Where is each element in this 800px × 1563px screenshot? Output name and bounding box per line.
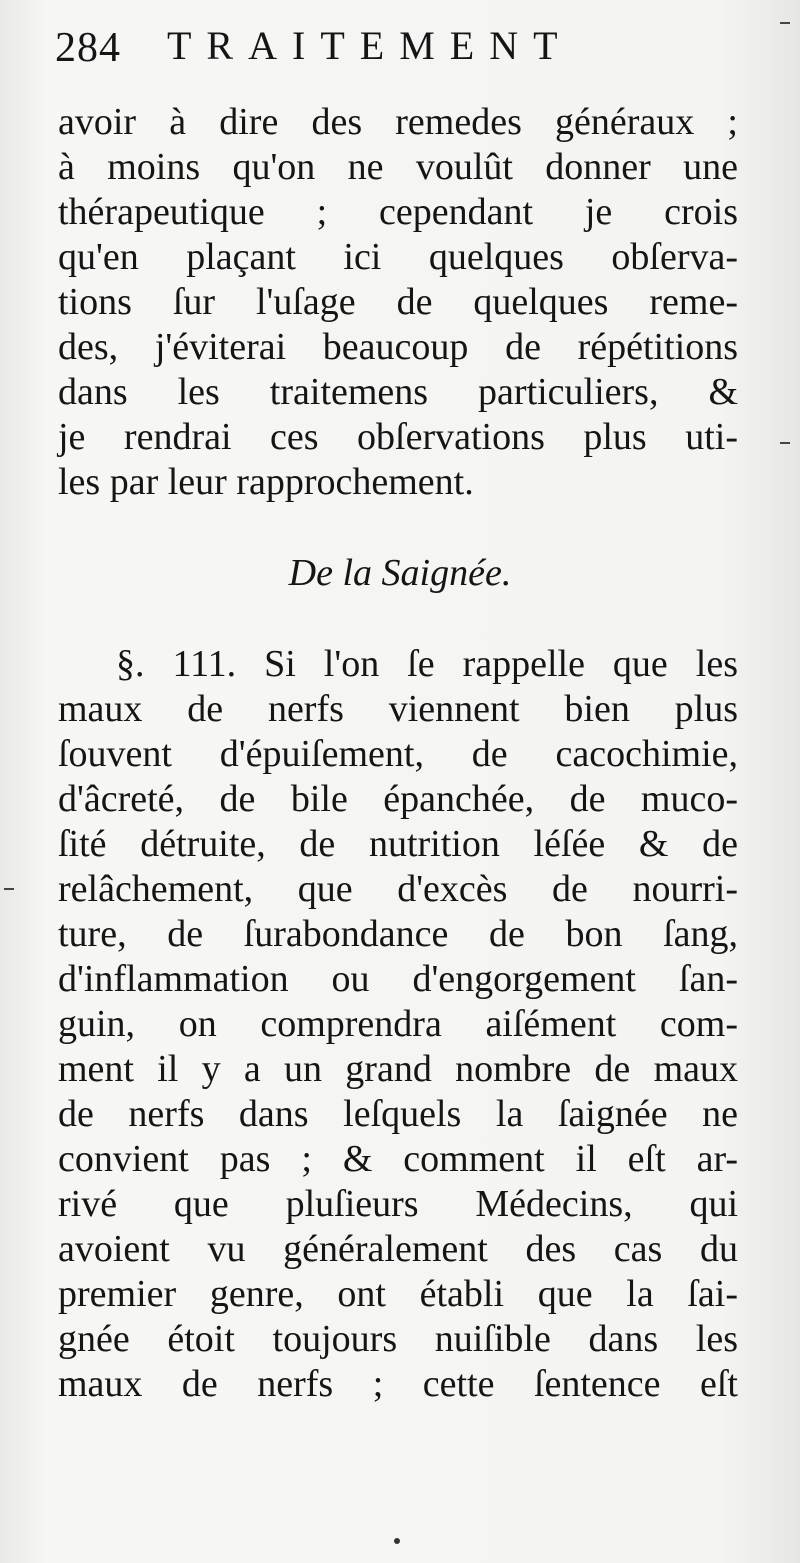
text-line: je rendrai ces obſervations plus uti-: [58, 416, 738, 458]
printer-mark: [394, 1538, 400, 1544]
text-line: tions ſur l'uſage de quelques reme-: [58, 281, 738, 323]
margin-mark: [4, 888, 14, 890]
text-line: gnée étoit toujours nuiſible dans les: [58, 1318, 738, 1360]
text-line: ſouvent d'épuiſement, de cacochimie,: [58, 733, 738, 775]
text-line: ſité détruite, de nutrition léſée & de: [58, 823, 738, 865]
margin-mark: [780, 22, 790, 24]
text-line: des, j'éviterai beaucoup de répétitions: [58, 326, 738, 368]
text-line: thérapeutique ; cependant je crois: [58, 191, 738, 233]
text-line: rivé que pluſieurs Médecins, qui: [58, 1183, 738, 1225]
text-line: à moins qu'on ne voulût donner une: [58, 146, 738, 188]
text-line: relâchement, que d'excès de nourri-: [58, 868, 738, 910]
section-heading: De la Saignée.: [288, 552, 512, 594]
margin-mark: [780, 442, 790, 444]
top-paragraph: [58, 100, 738, 505]
text-line: de nerfs dans leſquels la ſaignée ne: [58, 1093, 738, 1135]
text-line: maux de nerfs viennent bien plus: [58, 688, 738, 730]
text-line: maux de nerfs ; cette ſentence eſt: [58, 1363, 738, 1405]
text-line: ment il y a un grand nombre de maux: [58, 1048, 738, 1090]
text-line: d'âcreté, de bile épanchée, de muco-: [58, 778, 738, 820]
text-line: qu'en plaçant ici quelques obſerva-: [58, 236, 738, 278]
text-line: dans les traitemens particuliers, &: [58, 371, 738, 413]
text-line: d'inflammation ou d'engorgement ſan-: [58, 958, 738, 1000]
text-line: avoient vu généralement des cas du: [58, 1228, 738, 1270]
page-number: 284: [55, 25, 121, 71]
text-line: §. 111. Si l'on ſe rappelle que les: [116, 643, 738, 685]
text-line: convient pas ; & comment il eſt ar-: [58, 1138, 738, 1180]
text-line: premier genre, ont établi que la ſai-: [58, 1273, 738, 1315]
main-paragraph: [58, 642, 738, 1407]
text-line: les par leur rapprochement.: [58, 461, 474, 503]
text-line: guin, on comprendra aiſément com-: [58, 1003, 738, 1045]
text-line: avoir à dire des remedes généraux ;: [58, 101, 738, 143]
text-line: ture, de ſurabondance de bon ſang,: [58, 913, 738, 955]
page-header: [55, 18, 755, 78]
running-title: TRAITEMENT: [167, 23, 573, 68]
